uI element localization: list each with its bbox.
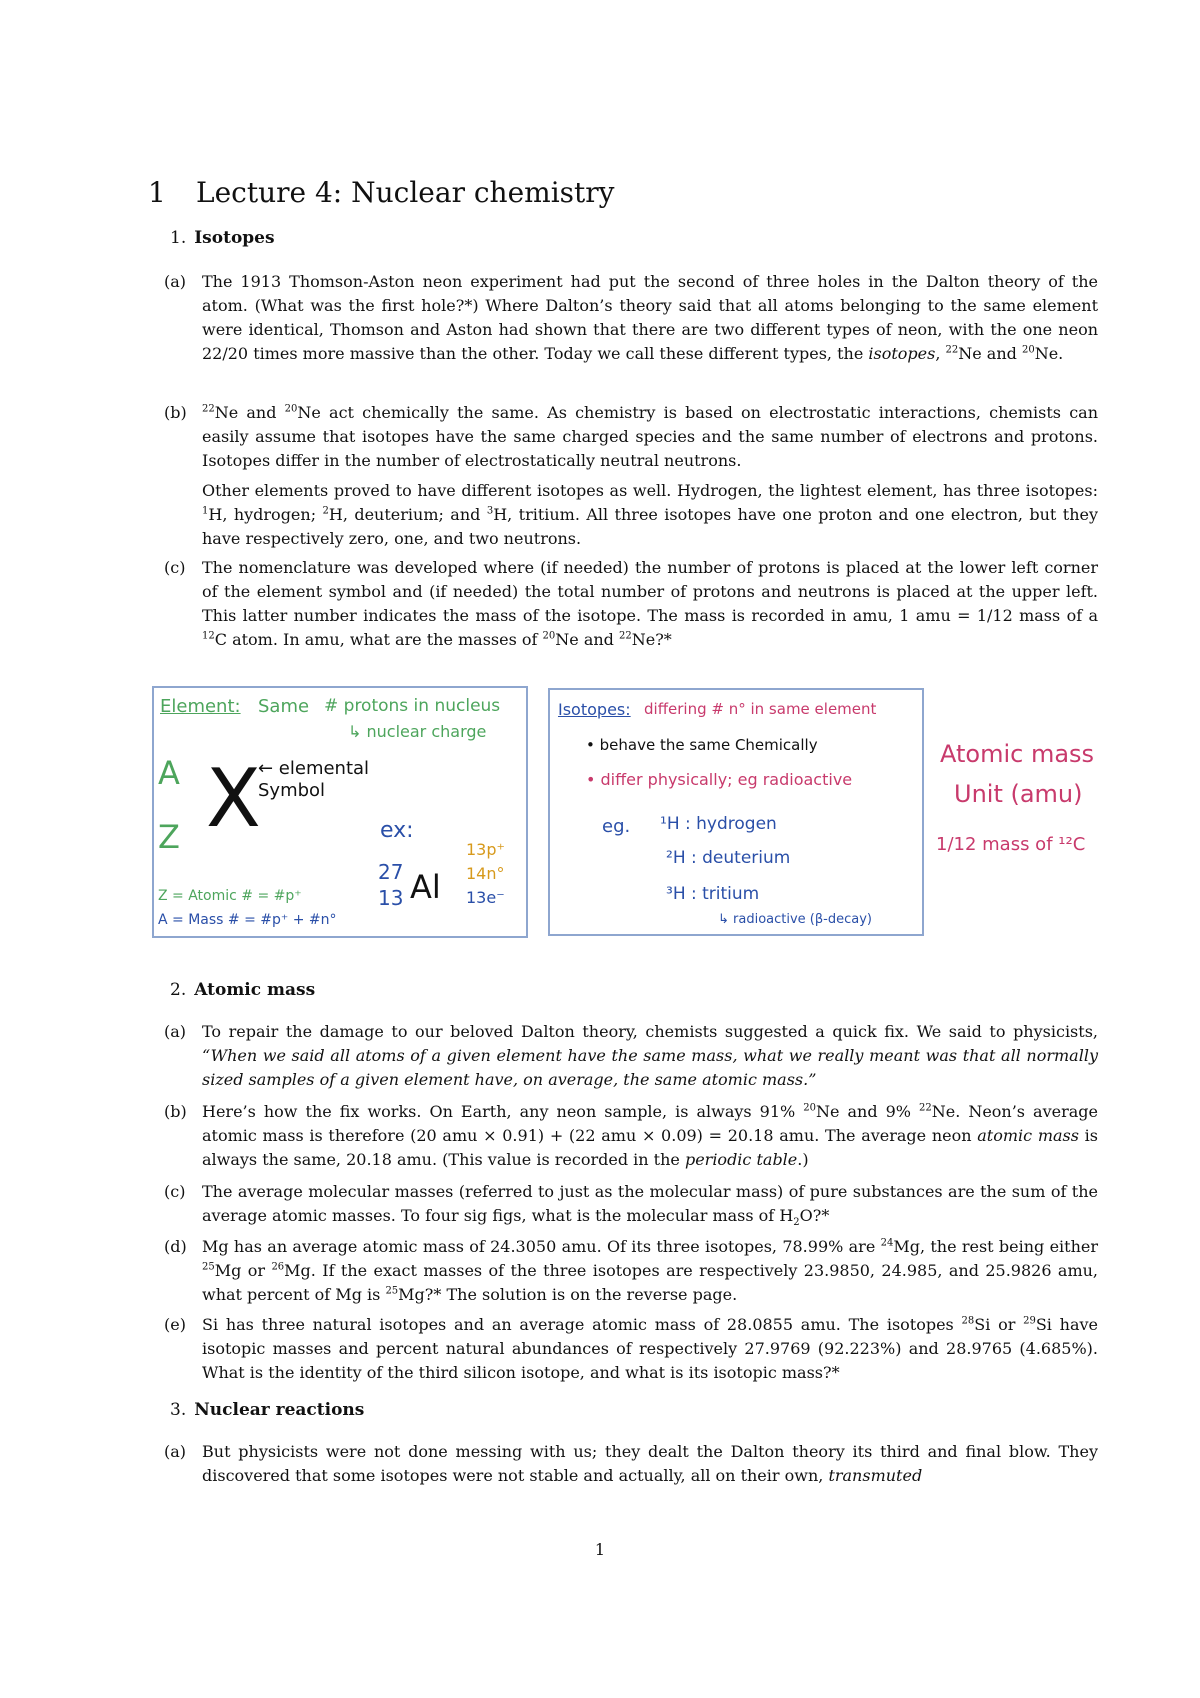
paragraph-2b: (b) Here’s how the fix works. On Earth, any neon sample, is always 91% $^{20}$Ne and 9% $^{22}$Ne. Neon’s average atomic mass is therefore (20 amu × 0.91) + (22 amu × 0.09) = 20.18 amu. The average neon atomic mass is always the same, 20.18 amu. (This value is recorded in the periodic table.) [164, 1102, 1098, 1169]
paragraph-1a: (a) The 1913 Thomson-Aston neon experiment had put the second of three holes in the Dalton theory of the atom. (What was the first hole?*) Where Dalton’s theory said that all atoms belonging to the same element were identical, Thomson and Aston had shown that there are two different types of neon, with the one neon 22/20 times more massive than the other. Today we call these different types, the isotopes, $^{22}$Ne and $^{20}$Ne. [164, 272, 1098, 363]
page-number: 1 [594, 1540, 606, 1559]
heading-title: Lecture 4: Nuclear chemistry [196, 176, 615, 209]
paragraph-2c: (c) The average molecular masses (referred to just as the molecular mass) of pure substances are the sum of the average atomic masses. To four sig figs, what is the molecular mass of $H_2O?*$ [164, 1182, 1098, 1229]
heading-number: 1 [148, 176, 166, 209]
paragraph-1b: (b) $^{22}$Ne and $^{20}$Ne act chemically the same. As chemistry is based on electrostatic interactions, chemists can easily assume that isotopes have the same charged species and the same number of electrons and protons. Isotopes differ in the number of electrostatically neutral neutrons. Other elements proved to have different isotopes as well. Hydrogen, the lightest element, has three isotopes: $^1$H, hydrogen; $^2$H, deuterium; and $^3$H, tritium. All three isotopes have one proton and one electron, but they have respectively zero, one, and two neutrons. [164, 403, 1099, 548]
section-atomic-mass-title: 2. Atomic mass [170, 980, 316, 1000]
paragraph-1c: (c) The nomenclature was developed where (if needed) the number of protons is placed at the lower left corner of the element symbol and (if needed) the total number of protons and neutrons is placed at the upper left. This latter number indicates the mass of the isotope. The mass is recorded in amu, 1 amu = 1/12 mass of a $^{12}$C atom. In amu, what are the masses of $^{20}$Ne and $^{22}$Ne?* [164, 558, 1098, 649]
figure-element-notes: Element: Same # protons in nucleus ↳ nuclear charge A X Z ← elemental Symbol ex: 27 13 Al 13p⁺ 14n° 13e⁻ Z = Atomic # = #p⁺ A = Mass # = #p⁺ + #n° [152, 686, 528, 938]
lecture-heading [148, 176, 614, 209]
paragraph-2e: (e) Si has three natural isotopes and an average atomic mass of 28.0855 amu. The isotopes $^{28}$Si or $^{29}$Si have isotopic masses and percent natural abundances of respectively 27.9769 (92.223%) and 28.9765 (4.685%). What is the identity of the third silicon isotope, and what is its isotopic mass?* [164, 1315, 1099, 1382]
paragraph-3a: (a) But physicists were not done messing with us; they dealt the Dalton theory its third and final blow. They discovered that some isotopes were not stable and actually, all on their own, transmuted [164, 1442, 1098, 1485]
paragraph-2a: (a) To repair the damage to our beloved Dalton theory, chemists suggested a quick fix. We said to physicists, “When we said all atoms of a given element have the same mass, what we really meant was that all normally sized samples of a given element have, on average, the same atomic mass.” [164, 1022, 1098, 1089]
section-isotopes-title: 1. Isotopes [170, 228, 275, 248]
section-nuclear-reactions-title: 3. Nuclear reactions [170, 1400, 365, 1420]
paragraph-2d: (d) Mg has an average atomic mass of 24.3050 amu. Of its three isotopes, 78.99% are $^{24}$Mg, the rest being either $^{25}$Mg or $^{26}$Mg. If the exact masses of the three isotopes are respectively 23.9850, 24.985, and 25.9826 amu, what percent of Mg is $^{25}$Mg?* The solution is on the reverse page. [164, 1237, 1099, 1304]
figure-amu-note: Atomic mass Unit (amu) 1/12 mass of ¹²C [936, 740, 1095, 855]
figure-isotopes-notes: Isotopes: differing # n° in same element • behave the same Chemically • differ physically; eg radioactive eg. ¹H : hydrogen ²H : deuterium ³H : tritium ↳ radioactive (β-decay) [548, 688, 924, 936]
